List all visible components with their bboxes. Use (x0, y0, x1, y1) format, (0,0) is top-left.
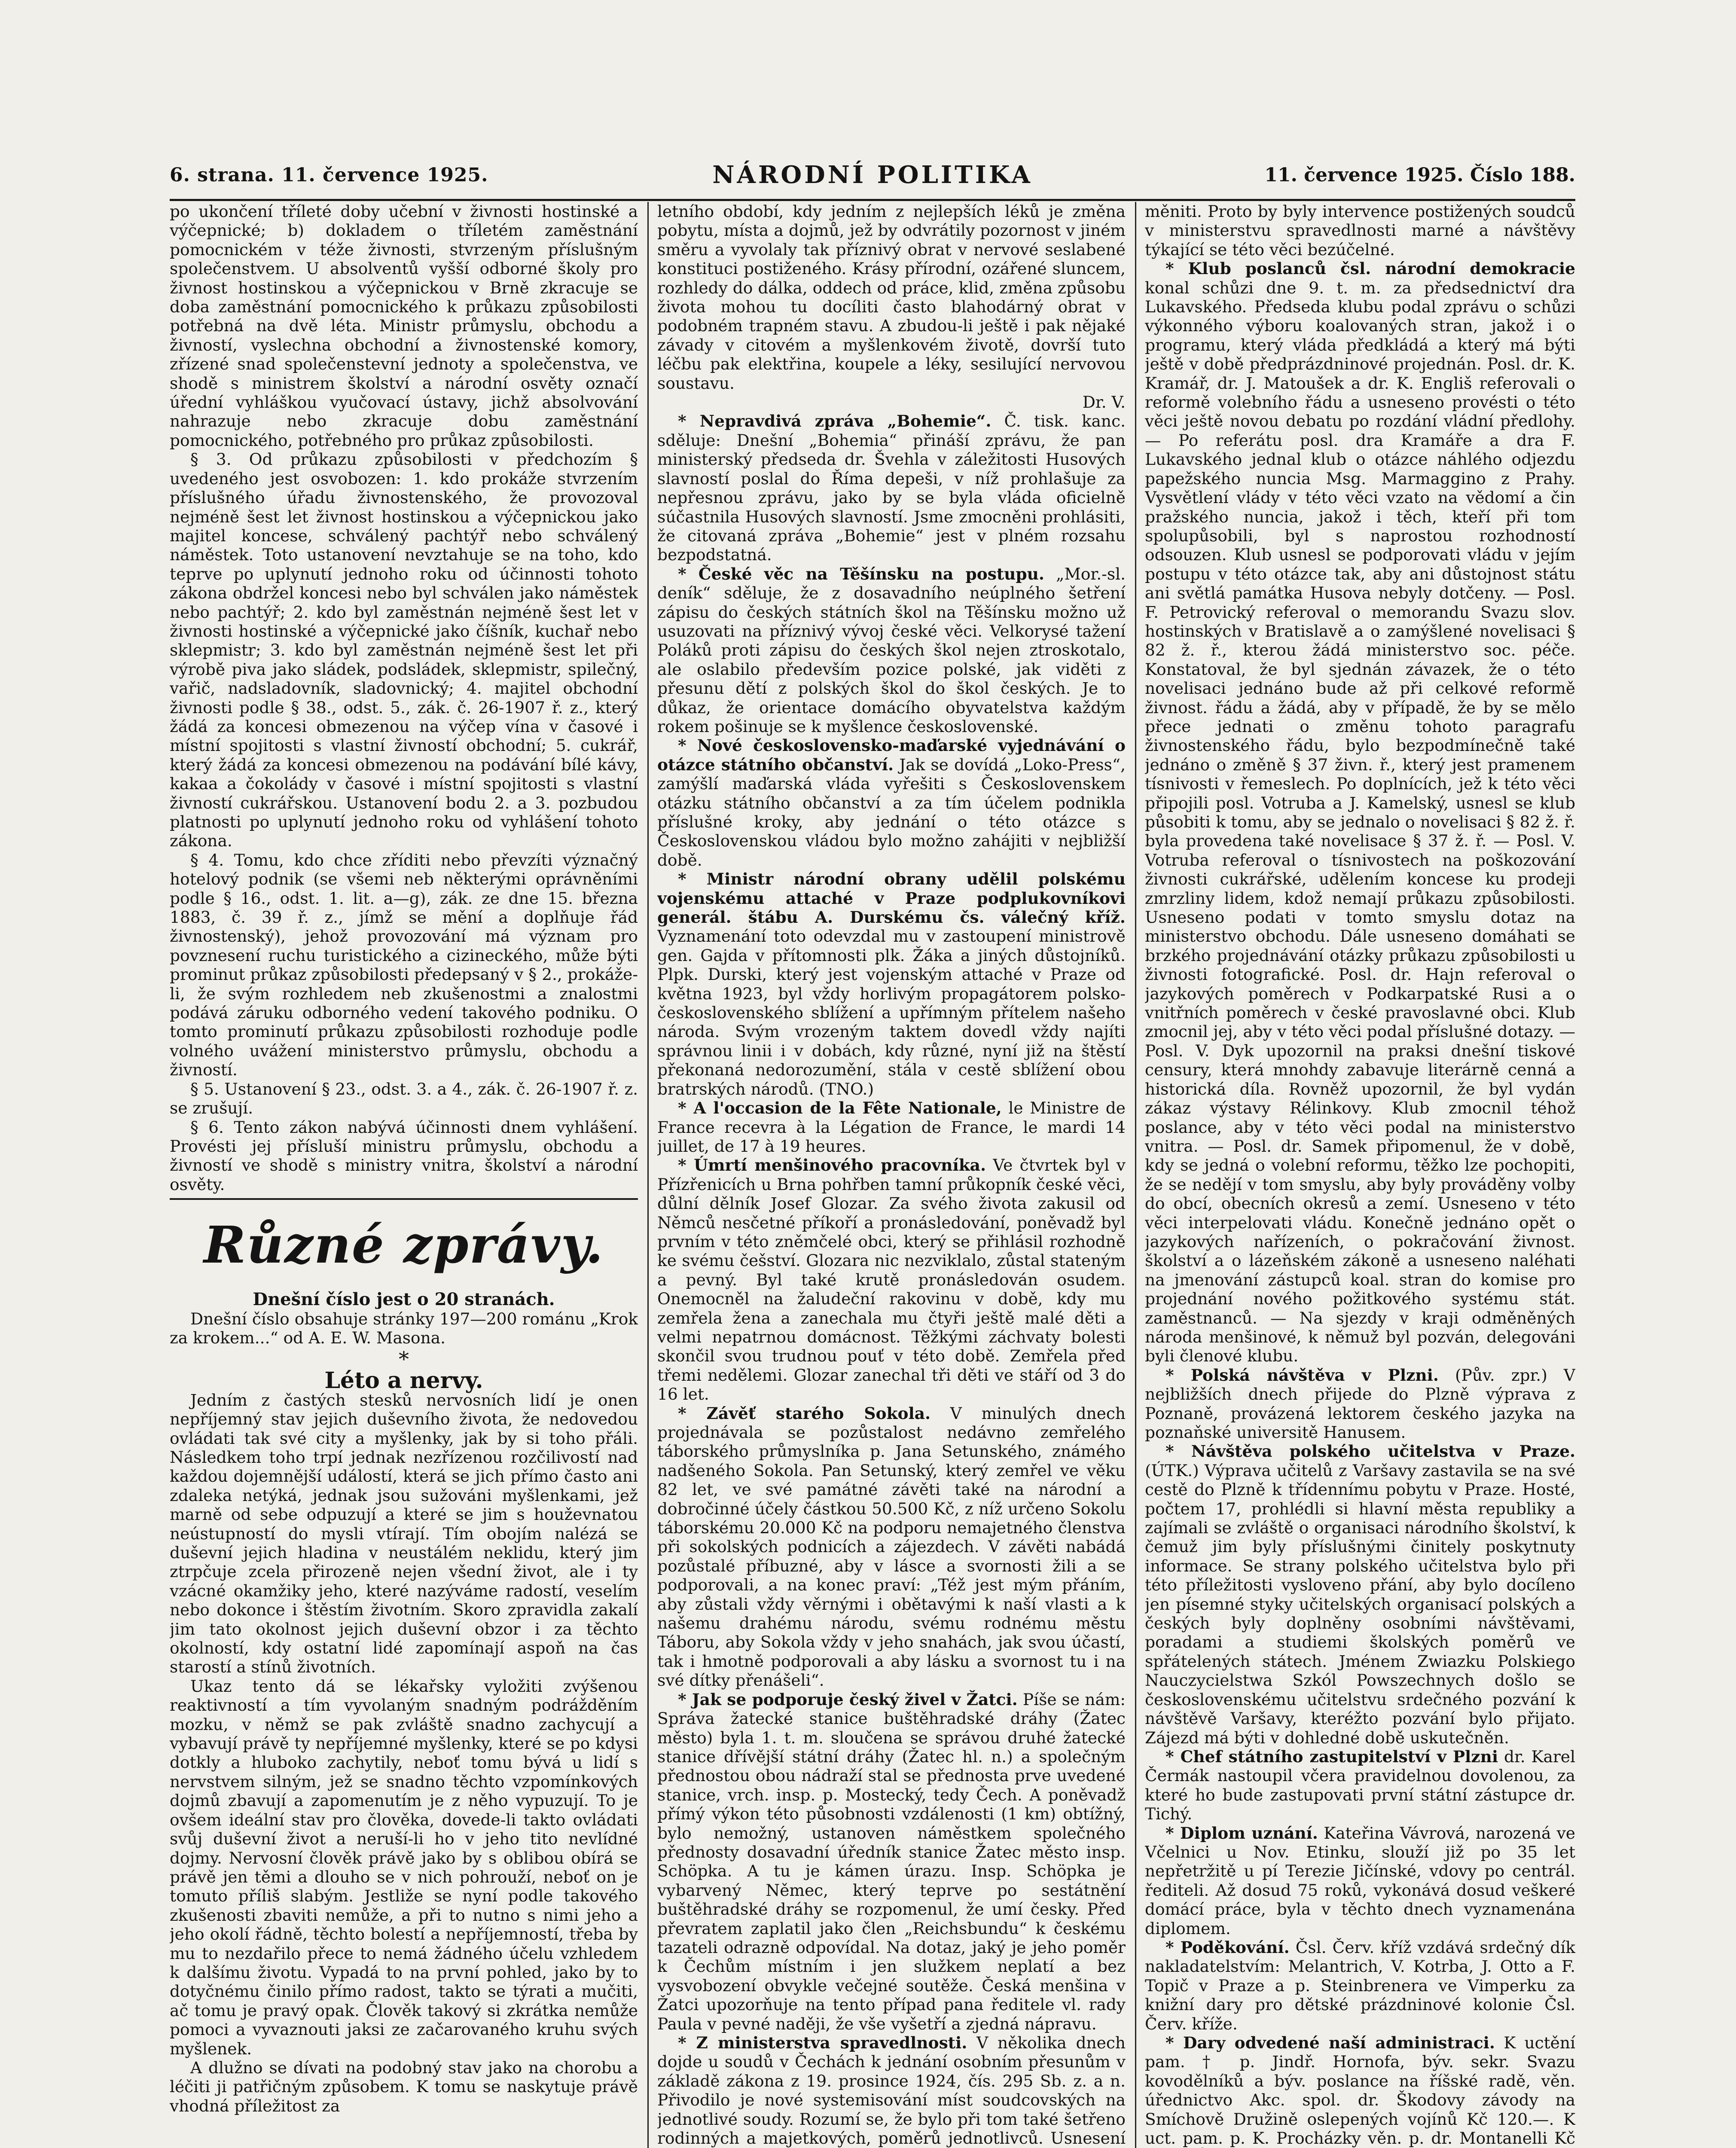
news-item (1145, 1366, 1575, 1442)
news-item-text: Kateřina Vávrová, narozená ve Včelnici u Nov. Etinku, slouží již po 35 let nepřetržitě u pí Terezie Jičínské, vdovy po centrál. řediteli. Až dosud 75 roků, vykonává dosud veškeré domácí práce, byla v těchto dnech vyznamenána diplomem. (1145, 1823, 1575, 1938)
article-paragraph: po ukončení tříleté doby učební v živnosti hostinské a výčepnické; b) dokladem o tříletém zaměstnání pomocnickém v téže živnosti, stvrzeným příslušným společenstvem. U absolventů vyšší odborné školy pro živnost hostinskou a výčepnickou v Brně zkracuje se doba zaměstnání pomocnického k průkazu způsobilosti potřebná na dvě léta. Ministr průmyslu, obchodu a živností, vyslechna obchodní a živnostenské komory, zřízené snad společenstevní jednoty a společenstva, ve shodě s ministrem školství a národní osvěty označí úřední vyhláškou vyučovací ústavy, jichž absolvování nahrazuje nebo zkracuje dobu zaměstnání pomocnického, potřebného pro průkaz způsobilosti. (170, 202, 638, 450)
section-title: Různé zprávy. (204, 1215, 604, 1275)
news-item-text: „Mor.-sl. deník“ sděluje, že z dosavadního neúplného šetření zápisu do českých státních škol na Těšínsku možno už usuzovati na příznivý vývoj české věci. Velkorysé tažení Poláků proti zápisu do českých škol nejen ztroskotalo, ale oslabilo především pozice polské, jak viděti z přesunu dětí z polských škol do škol českých. Je to důkaz, že orientace domácího obyvatelstva každým rokem pošinuje se k myšlence československé. (657, 564, 1126, 736)
news-item-text: Vyznamenání toto odevzdal mu v zastoupení ministrově gen. Gajda v přítomnosti plk. Žáka a jiných důstojníků. Plpk. Durski, který jest vojenským attaché v Praze od května 1923, byl vždy horlivým propagátorem polsko-československého sblížení a upřímným přítelem našeho národa. Svým vrozeným taktem dovedl vždy najíti správnou linii i v dobách, kdy různé, nyní již na štěstí překonaná nedorozumění, stála v cestě sblížení obou bratrských národů. (TNO.) (657, 927, 1126, 1098)
news-item (657, 2033, 1126, 2148)
news-item-text: K uctění pam. † p. Jindř. Hornofa, býv. sekr. Svazu kovodělníků a býv. poslance na říšské radě, věn. úřednictvo Akc. spol. dr. Škodovy závody na Smíchově Družině oslepených vojínů Kč 120.—. K uct. pam. p. K. Procházky věn. p. dr. Montanelli Kč (1145, 2033, 1575, 2148)
news-item (657, 412, 1126, 564)
subheading: Dnešní číslo jest o 20 stranách. (253, 1289, 555, 1310)
article-paragraph: Dnešní číslo obsahuje stránky 197—200 románu „Krok za krokem...“ od A. E. W. Masona. (170, 1309, 638, 1347)
news-item (1145, 1442, 1575, 1747)
news-item-lead: * Úmrtí menšinového pracovníka. (678, 1156, 986, 1175)
news-item-text: le Ministre de France recevra à la Légation de France, le mardi 14 juillet, de 17 à 19 heures. (657, 1098, 1126, 1156)
news-item (1145, 1824, 1575, 1938)
news-item (1145, 2033, 1575, 2148)
news-item (657, 1156, 1126, 1404)
news-item-text: (ÚTK.) Výprava učitelů z Varšavy zastavila se na své cestě do Plzně k třídennímu pobytu v Praze. Hosté, počtem 17, prohlédli si hlavní města republiky a zajímali se zvláště o organisaci národního školství, k čemuž jim byly příslušnými činitely poskytnuty informace. Se strany polského učitelstva bylo při této příležitosti vysloveno přání, aby bylo docíleno jen písemné styky učitelských organisací polských a českých byly doplněny osobními návštěvami, poradami a studiemi školských poměrů ve spřátelených státech. Jménem Zwiazku Polskiego Nauczycielstwa Szkól Powszechnych došlo se československému učitelstvu srdečného pozvání k návštěvě Varšavy, kteréžto pozvání bylo přijato. Zájezd má býti v dohledné době uskutečněn. (1145, 1461, 1575, 1747)
column-2 (657, 202, 1126, 2148)
news-item (1145, 259, 1575, 1366)
article-paragraph: § 3. Od průkazu způsobilosti v předchozím § uvedeného jest osvobozen: 1. kdo prokáže stvrzením příslušného úřadu živnostenského, že provozoval nejméně šest let živnost hostinskou a výčepnickou jako majitel koncese, schválený pachtýř nebo schválený náměstek. Toto ustanovení nevztahuje se na toho, kdo teprve po uplynutí jednoho roku od účinnosti tohoto zákona obdržel koncesi nebo byl schválen jako náměstek nebo pachtýř; 2. kdo byl zaměstnán nejméně šest let v živnosti hostinské a výčepnické jako číšník, kuchař nebo sklepmistr; 3. kdo byl zaměstnán nejméně šest let při výrobě piva jako sládek, podsládek, sklepmistr, spilečný, vařič, nadsladovník, sladovnický; 4. majitel obchodní živnosti podle § 38., odst. 5., zák. č. 26-1907 ř. z., který žádá za koncesi obmezenou na výčep vína v časové i místní spojitosti s vlastní živností obchodní; 5. cukrář, který žádá za koncesi obmezenou na podávání bílé kávy, kakaa a čokolády v časové i místní spojitosti s vlastní živností cukrářskou. Ustanovení bodu 2. a 3. pozbudou platnosti po uplynutí jednoho roku od vyhlášení tohoto zákona. (170, 450, 638, 851)
article-heading: Léto a nervy. (324, 1367, 483, 1394)
news-item-lead: * Ministr národní obrany udělil polskému vojenskému attaché v Praze podplukovníkovi generál. štábu A. Durskému čs. válečný kříž. (657, 870, 1126, 927)
article-paragraph: Ukaz tento dá se lékařsky vyložiti zvýšenou reaktivností a tím vyvolaným snadným podrážděním mozku, v němž se pak zvláště snadno zachycují a vybavují právě ty nepříjemné myšlenky, které se po kdysi dotkly a hluboko zachytily, neboť tomu bývá u lidí s nervstvem silným, jež se snadno těchto vzpomínkových dojmů zbavují a zapomenutím je z něho vypuzují. To je ovšem ideální stav pro člověka, dovede-li takto ovládati svůj duševní život a neruší-li ho v jeho tito nevlídné dojmy. Nervosní člověk právě jako by s oblibou obírá se právě jen těmi a dlouho se v nich pohrouží, neboť on je tomuto příliš slabým. Jestliže se nyní podle takového zkušenosti zbaviti nemůže, a při to nutno s nimi jeho a jeho okolí řádně, těchto bolestí a nepříjemností, třeba by mu to nezdařilo přece to nemá žádného účelu vzhledem k dalšímu životu. Vypadá to na první pohled, jako by to dotyčnému činilo přímo radost, takto se týrati a mučiti, ač tomu je pravý opak. Člověk takový si zkrátka nemůže pomoci a vyvaznouti jaksi ze začarovaného kruhu svých myšlenek. (170, 1676, 638, 2058)
article-paragraph: letního období, kdy jedním z nejlepších léků je změna pobytu, místa a dojmů, jež by odvrátily pozornost v jiném směru a vyvolaly tak příznivý obrat v nervové seslabené konstituci postiženého. Krásy přírodní, ozářené sluncem, rozhledy do dálka, oddech od práce, klid, změna způsobu života mohou tu docíliti často blahodárný obrat v podobném trapném stavu. A zbudou-li ještě i pak nějaké závady v citovém a myšlenkovém životě, dovrší tuto léčbu pak elektřina, koupele a léky, sesilující nervovou soustavu. (657, 202, 1126, 393)
header-page-date: 6. strana. 11. července 1925. (170, 164, 488, 186)
news-item (657, 564, 1126, 736)
article-paragraph: § 4. Tomu, kdo chce zříditi nebo převzíti význačný hotelový podnik (se všemi neb některými oprávněními podle § 16., odst. 1. lit. a—g), zák. ze dne 15. března 1883, č. 39 ř. z., jímž se mění a doplňuje řád živnostenský), jehož provozování má význam pro povznesení ruchu turistického a cizineckého, může býti prominut průkaz způsobilosti předepsaný v § 2., prokáže-li, že svým rozhledem neb zkušenostmi a znalostmi podává záruku odborného vedení takového podniku. O tomto prominutí průkazu způsobilosti rozhoduje podle volného uvážení ministerstvo průmyslu, obchodu a živností. (170, 850, 638, 1080)
masthead-title: NÁRODNÍ POLITIKA (712, 161, 1033, 189)
separator-star: * (399, 1347, 409, 1372)
news-item (657, 1098, 1126, 1156)
page-header (170, 158, 1575, 201)
news-item-text: V minulých dnech projednávala se pozůstalost nedávno zemřelého táborského průmyslníka p. Jana Setunského, známého nadšeného Sokola. Pan Setunský, který zemřel ve věku 82 let, ve své památné závěti také na národní a dobročinné účely částkou 50.500 Kč, z níž určeno Sokolu táborskému 20.000 Kč na podporu nemajetného členstva při sokolských podnicích a zájezdech. V závěti nabádá pozůstalé příbuzné, aby v lásce a svornosti žili a se podporovali, a na konec praví: „Též jest mým přáním, aby zůstali vždy věrnými i obětavými k naší vlasti a k našemu drahému národu, svému rodnému městu Táboru, aby Sokola vždy v jeho snahách, jak svou účastí, tak i hmotně podporovali a aby lásku a svornost tu i na své dítky přenášeli“. (657, 1404, 1126, 1690)
news-item-lead: * Poděkování. (1165, 1937, 1290, 1957)
column-3 (1145, 202, 1575, 2148)
news-item-text: V několika dnech dojde u soudů v Čechách k jednání osobním přesunům v základě zákona z 19. prosince 1924, čís. 295 Sb. z. a n. Přivodilo je nové systemisování míst soudcovských na jednotlivé soudy. Rozumí se, že bylo při tom také šetřeno rodinných a majetkových, poměrů jednotlivců. Usnesení (657, 2033, 1126, 2148)
author-signature: Dr. V. (1082, 393, 1126, 412)
news-item-lead: * Klub poslanců čsl. národní demokracie (1165, 259, 1575, 278)
news-item-text: Č. tisk. kanc. sděluje: Dnešní „Bohemia“ přináší zprávu, že pan ministerský předseda dr. Švehla v záležitosti Husových slavností poslal do Říma depeši, v níž prohlašuje za nepřesnou zprávu, jako by se byla vláda oficielně súčastnila Husových slavností. Jsme zmocněni prohlásiti, že citovaná zpráva „Bohemie“ jest v plném rozsahu bezpodstatná. (657, 412, 1126, 564)
news-item-lead: * Diplom uznání. (1165, 1823, 1318, 1843)
news-item (657, 870, 1126, 1098)
article-paragraph: Jedním z častých stesků nervosních lidí je onen nepříjemný stav jejich duševního života, že nedovedou ovládati tak své city a myšlenky, jak by si toho přáli. Následkem toho trpí jednak nezřízenou rozčilivostí nad každou dojemnější událostí, která se jich přímo často ani zdaleka netýká, jednak jsou sužováni myšlenkami, jež marně od sebe odpuzují a které se jim s houževnatou neústupností do mysli vtírají. Tím obojím nalézá se duševní jejich hladina v neustálém neklidu, který jim ztrpčuje zcela přirozeně nejen všední život, ale i ty vzácné okamžiky jeho, které nazýváme radostí, veselím nebo dokonce i štěstím životním. Skoro zpravidla zakalí jim tato okolnost jejich duševní obzor i za těchto okolností, kdy ostatní lidé zapomínají aspoň na čas starostí a stínů životních. (170, 1390, 638, 1677)
article-paragraph: měniti. Proto by byly intervence postižených soudců v ministerstvu spravedlnosti marné a návštěvy týkající se této věci bezúčelné. (1145, 202, 1575, 259)
news-item (657, 736, 1126, 870)
news-item-lead: * Nepravdivá zpráva „Bohemie“. (678, 412, 992, 431)
news-item-lead: * Z ministerstva spravedlnosti. (678, 2033, 967, 2052)
news-item-text: Čsl. Červ. kříž vzdává srdečný dík nakladatelstvím: Melantrich, V. Kotrba, J. Otto a F. Topič v Praze a p. Steinbrenera ve Vimperku za knižní dary pro dětské prázdninové kolonie Čsl. Červ. kříže. (1145, 1937, 1575, 2033)
news-item-text: Jak se dovídá „Loko-Press“, zamýšlí maďarská vláda vyřešiti s Československem otázku státního občanství a za tím účelem podnikla příslušné kroky, aby jednání o této otázce s Československou vládou bylo možno zahájiti v nejbližší době. (657, 755, 1126, 870)
news-item-lead: * A l'occasion de la Fête Nationale, (678, 1098, 1002, 1118)
news-item (657, 1690, 1126, 2033)
news-item-text: Píše se nám: Správa žatecké stanice buštěhradské dráhy (Žatec město) byla 1. t. m. sloučena se správou druhé žatecké stanice dřívější státní dráhy (Žatec hl. n.) a společným přednostou obou nádraží stal se přednosta prve uvedené stanice, vrch. insp. p. Mostecký, tedy Čech. A poněvadž přímý výkon této působnosti vzdálenosti (1 km) obtížný, bylo nemožný, ustanoven náměstkem společného přednosty dosavadní úředník stanice Žatec město insp. Schöpka. A tu je kámen úrazu. Insp. Schöpka je vybarvený Němec, který teprve po sestátnění buštěhradské dráhy se rozpomenul, že umí česky. Před převratem zaplatil jako člen „Reichsbundu“ k českému tazateli odrazně odpovídal. Na dotaz, jaký je jeho poměr k Čechům místním i jen služkem neplatí a bez vysvobození obvykle večejné soutěže. Česká menšina v Žatci upozorňuje na tento případ pana ředitele vl. rady Paula v pevné naději, že vše vyšetří a zjedná nápravu. (657, 1690, 1126, 2033)
news-item (1145, 1747, 1575, 1824)
article-paragraph: A dlužno se dívati na podobný stav jako na chorobu a léčiti ji patřičným způsobem. K tomu se naskytuje právě vhodná příležitost za (170, 2058, 638, 2115)
column-divider (1135, 202, 1136, 2148)
news-item-lead: * Nové československo-maďarské vyjednávání o otázce státního občanství. (657, 736, 1126, 774)
article-paragraph: § 5. Ustanovení § 23., odst. 3. a 4., zák. č. 26-1907 ř. z. se zrušují. (170, 1079, 638, 1118)
news-item-lead: * Závěť starého Sokola. (678, 1404, 931, 1423)
section-divider (170, 1198, 638, 1200)
article-paragraph: § 6. Tento zákon nabývá účinnosti dnem vyhlášení. Provésti jej přísluší ministru průmyslu, obchodu a živností ve shodě s ministry vnitra, školství a národní osvěty. (170, 1117, 638, 1194)
header-date-issue: 11. července 1925. Číslo 188. (1264, 164, 1575, 186)
news-item (1145, 1938, 1575, 2033)
news-item-lead: * Chef státního zastupitelství v Plzni (1165, 1747, 1498, 1766)
news-item-text: Ve čtvrtek byl v Přízřenicích u Brna pohřben tamní průkopník české věci, důlní dělník Josef Glozar. Za svého života zakusil od Němců nesčetné příkoří a pronásledování, poněvadž byl prvním v této zněmčelé obci, který se přihlásil rozhodně ke svému češství. Glozara nic nezviklalo, zůstal stateným a pevný. Byl také krutě pronásledován osudem. Onemocněl na žaludeční rakovinu v době, kdy mu zemřela žena a zanechala mu čtyři ještě malé děti a velmi nepatrnou domácnost. Těžkými záchvaty bolesti skončil svou trudnou pouť v této době. Zemřela před třemi nedělemi. Glozar zanechal tři děti ve stáří od 3 do 16 let. (657, 1156, 1126, 1404)
news-item (657, 1404, 1126, 1690)
news-item-lead: * České věc na Těšínsku na postupu. (678, 564, 1044, 583)
column-1 (170, 202, 638, 2148)
news-item-text: (Pův. zpr.) V nejbližších dnech přijede do Plzně výprava z Poznaně, provázená lektorem českého jazyka na poznaňské universitě Hanusem. (1145, 1365, 1575, 1442)
news-item-lead: * Dary odvedené naší administraci. (1165, 2033, 1495, 2052)
news-item-lead: * Polská návštěva v Plzni. (1165, 1365, 1439, 1385)
news-item-lead: * Návštěva polského učitelstva v Praze. (1165, 1442, 1575, 1461)
news-item-text: konal schůzi dne 9. t. m. za předsednictví dra Lukavského. Předseda klubu podal zprávu o schůzi výkonného výboru koalovaných stran, jakož i o programu, který vláda předkládá a který má býti ještě v době předprázdninové projednán. Posl. dr. K. Kramář, dr. J. Matoušek a dr. K. Engliš referovali o reformě volebního řádu a usneseno provésti o této věci ještě novou debatu po rozdání vládní předlohy. — Po referátu posl. dra Kramáře a dra F. Lukavského jednal klub o otázce náhlého odjezdu papežského nuncia Msg. Marmaggino z Prahy. Vysvětlení vlády v této věci vzato na vědomí a čin pražského nuncia, jakož i těch, kteří při tom spolupůsobili, byl s naprostou rozhodností odsouzen. Klub usnesl se podporovati vládu v jejím postupu v této otázce tak, aby ani důstojnost státu ani světlá památka Husova nebyly dotčeny. — Posl. F. Petrovický referoval o memorandu Svazu slov. hostinských v Bratislavě a o zamýšlené novelisaci § 82 ž. ř., kterou žádá ministerstvo soc. péče. Konstatoval, že byl sjednán závazek, že o této novelisaci jednáno bude až při celkové reformě živnost. řádu a žádá, aby v případě, že by se mělo přece jednati o změnu tohoto paragrafu živnostenského řádu, bylo bezpodmínečně také jednáno o změně § 37 živn. ř., který jest pramenem tísnivosti v řemeslech. Po doplnících, jež k této věci připojili posl. Votruba a J. Kamelský, usnesl se klub působiti k tomu, aby se jednalo o novelisaci § 82 ž. ř. byla provedena také novelisace § 37 ž. ř. — Posl. V. Votruba referoval o tísnivostech na poškozování živnosti cukrářské, udělením koncese ku prodeji zmrzliny lidem, kdož nemají průkazu způsobilosti. Usneseno podati v tomto smyslu dotaz na ministerstvo obchodu. Dále usneseno domáhati se brzkého projednávání otázky průkazu způsobilosti u živnosti fotografické. Posl. dr. Hajn referoval o jazykových poměrech v Podkarpatské Rusi a o vnitřních poměrech v české pravoslavné obci. Klub zmocnil jej, aby v této věci podal příslušné dotazy. — Posl. V. Dyk upozornil na praksi dnešní tiskové censury, která mnohdy zabavuje literárně cenná a historická díla. Rovněž upozornil, že byl vydán zákaz výstavy Rélinkovy. Klub zmocnil téhož poslance, aby v této věci podal na ministerstvo vnitra. — Posl. dr. Samek připomenul, že v době, kdy se jedná o volební reformu, těžko lze pochopiti, že se nedějí v tom smyslu, aby byly prováděny volby do obcí, obecních okresů a zemí. Usneseno v této věci interpelovati vládu. Konečně jednáno opět o jazykových nařízeních, o pokračování živnost. školství a o lázeňském zákoně a usneseno naléhati na jmenování zástupců koal. stran do komise pro projednání nového požitkového systému stát. zaměstnanců. — Na sjezdy v kraji odměněných národa menšinové, k němuž byl pozván, delegováni byli členové klubu. (1145, 278, 1575, 1366)
news-item-lead: * Jak se podporuje český živel v Žatci. (678, 1690, 1018, 1709)
column-divider (647, 202, 649, 2148)
news-item-text: dr. Karel Čermák nastoupil včera pravidelnou dovolenou, za které ho bude zastupovati první státní zástupce dr. Tichý. (1145, 1747, 1575, 1824)
